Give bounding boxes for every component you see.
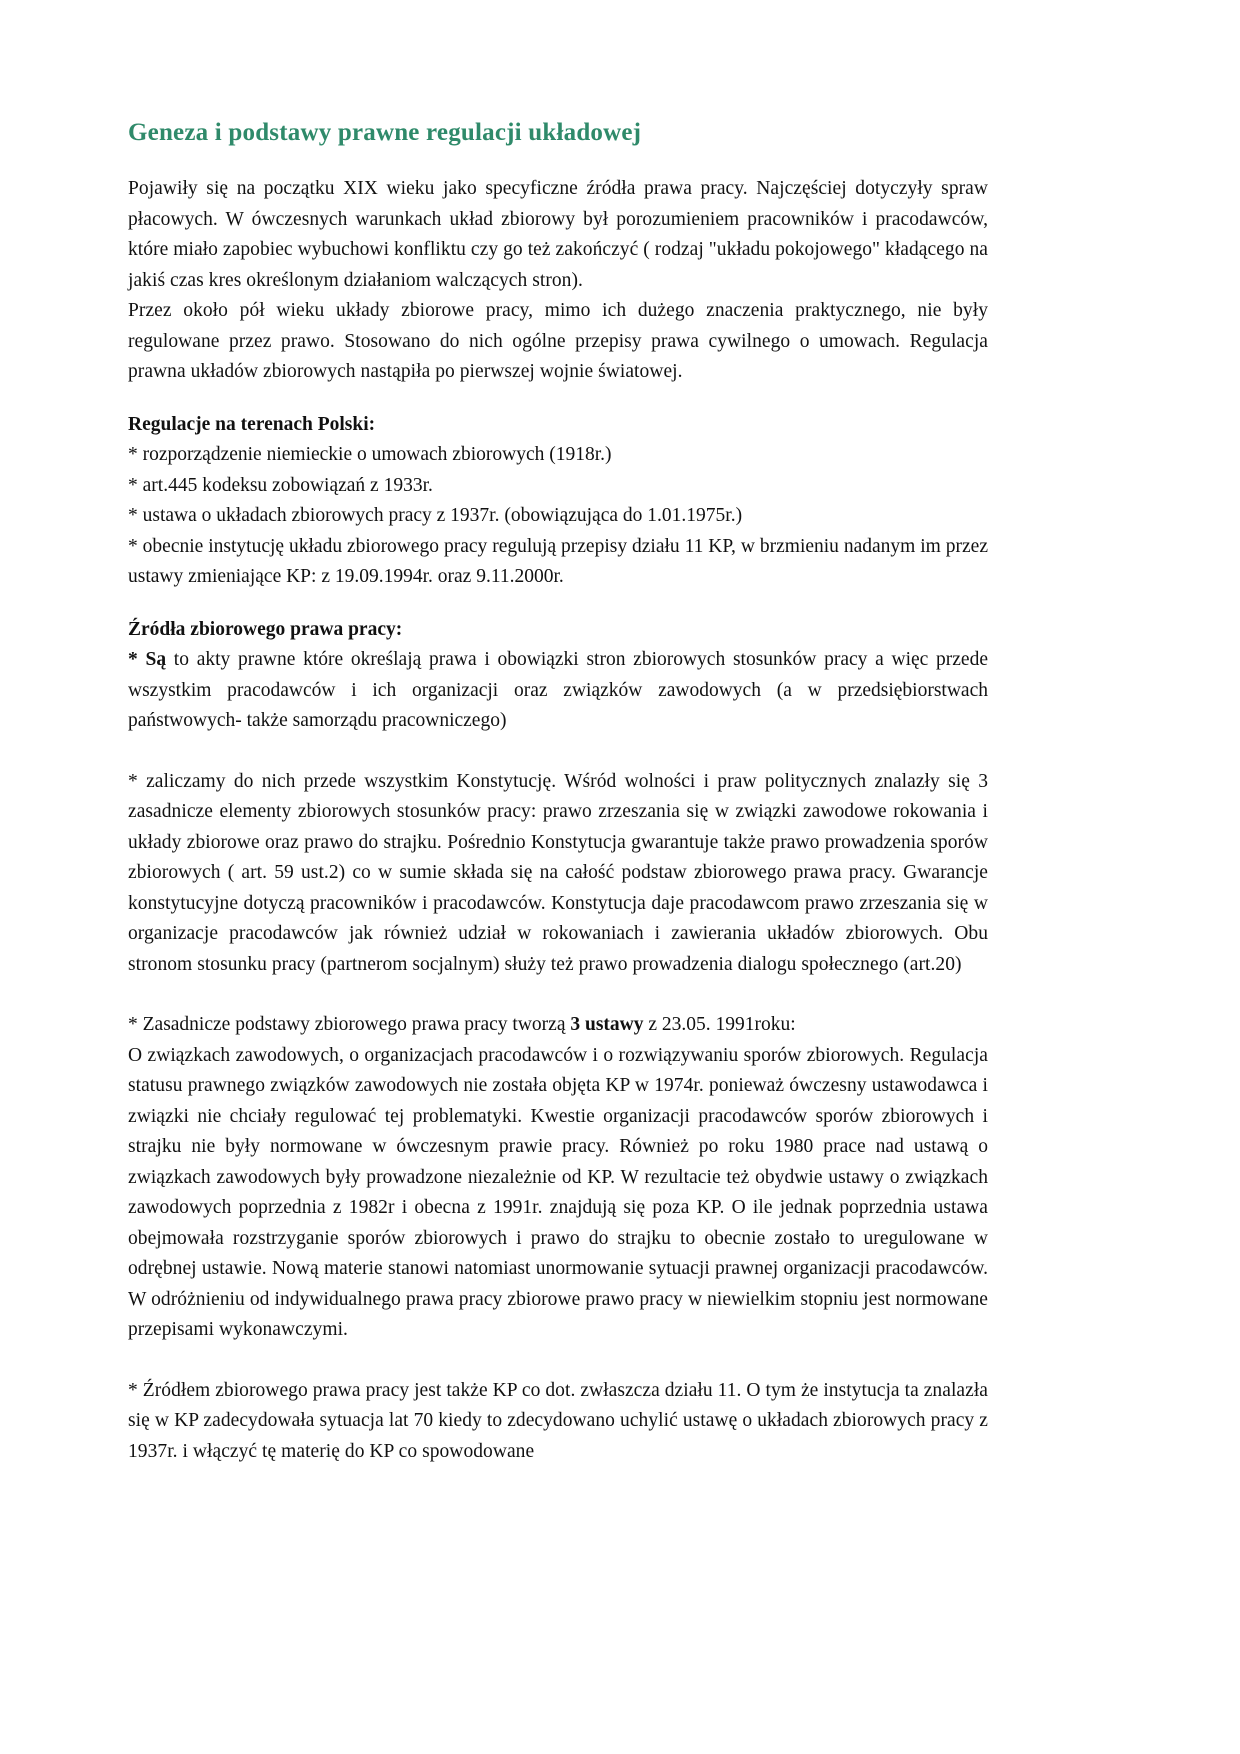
intro-paragraph-1: Pojawiły się na początku XIX wieku jako specyficzne źródła prawa pracy. Najczęściej dotyczyły spraw płacowych. W ówczesnych warunkach układ zbiorowy był porozumieniem pracowników i pracodawców, które miało zapobiec wybuchowi konfliktu czy go też zakończyć ( rodzaj "układu pokojowego" kładącego na jakiś czas kres określonym działaniom walczących stron). <box>128 178 988 291</box>
list-item-heading-ustawy <box>128 1010 988 1041</box>
spacer <box>128 388 988 410</box>
spacer <box>128 1346 988 1376</box>
list-item-bold-lead: * Są <box>128 649 167 670</box>
list-item: * ustawa o układach zbiorowych pracy z 1937r. (obowiązująca do 1.01.1975r.) <box>128 505 743 526</box>
spacer <box>128 980 988 1010</box>
list-item <box>128 645 988 737</box>
spacer <box>128 593 988 615</box>
document-body <box>128 118 988 1467</box>
page-title: Geneza i podstawy prawne regulacji układowej <box>128 119 642 146</box>
list-item: * obecnie instytucję układu zbiorowego pracy regulują przepisy działu 11 KP, w brzmieniu nadanym im przez ustawy zmieniające KP: z 19.09.1994r. oraz 9.11.2000r. <box>128 535 988 587</box>
list-item-lead-text: * Zasadnicze podstawy zbiorowego prawa pracy tworzą <box>128 1014 571 1035</box>
section-heading-zrodla: Źródła zbiorowego prawa pracy: <box>128 618 403 640</box>
intro-paragraph-2: Przez około pół wieku układy zbiorowe pracy, mimo ich dużego znaczenia praktycznego, nie były regulowane przez prawo. Stosowano do nich ogólne przepisy prawa cywilnego o umowach. Regulacja prawna układów zbiorowych nastąpiła po pierwszej wojnie światowej. <box>128 300 988 382</box>
list-item-body-ustawy: O związkach zawodowych, o organizacjach pracodawców i o rozwiązywaniu sporów zbiorowych. Regulacja statusu prawnego związków zawodowych nie została objęta KP w 1974r. ponieważ ówczesny ustawodawca i związki nie chciały regulować tej problematyki. Kwestie organizacji pracodawców sporów zbiorowych i strajku nie były normowane w ówczesnym prawie pracy. Również po roku 1980 prace nad ustawą o związkach zawodowych były prowadzone niezależnie od KP. W rezultacie też obydwie ustawy o związkach zawodowych poprzednia z 1982r i obecna z 1991r. znajdują się poza KP. O ile jednak poprzednia ustawa obejmowała rozstrzyganie sporów zbiorowych i prawo do strajku to obecnie zostało to uregulowane w odrębnej ustawie. Nową materie stanowi natomiast unormowanie sytuacji prawnej organizacji pracodawców. W odróżnieniu od indywidualnego prawa pracy zbiorowe prawo pracy w niewielkim stopniu jest normowane przepisami wykonawczymi. <box>128 1044 988 1340</box>
section-heading-regulacje: Regulacje na terenach Polski: <box>128 413 376 435</box>
list-item-text: to akty prawne które określają prawa i obowiązki stron zbiorowych stosunków pracy a więc przede wszystkim pracodawców i ich organizacji oraz związków zawodowych (a w przedsiębiorstwach państwowych- także samorządu pracowniczego) <box>128 649 988 731</box>
spacer <box>128 737 988 767</box>
list-item: * Źródłem zbiorowego prawa pracy jest także KP co dot. zwłaszcza działu 11. O tym że instytucja ta znalazła się w KP zadecydowała sytuacja lat 70 kiedy to zdecydowano uchylić ustawę o układach zbiorowych pracy z 1937r. i włączyć tę materię do KP co spowodowane <box>128 1379 988 1462</box>
list-item: * zaliczamy do nich przede wszystkim Konstytucję. Wśród wolności i praw politycznych znalazły się 3 zasadnicze elementy zbiorowych stosunków pracy: prawo zrzeszania się w związki zawodowe rokowania i układy zbiorowe oraz prawo do strajku. Pośrednio Konstytucja gwarantuje także prawo prowadzenia sporów zbiorowych ( art. 59 ust.2) co w sumie składa się na całość podstaw zbiorowego prawa pracy. Gwarancje konstytucyjne dotyczą pracowników i pracodawców. Konstytucja daje pracodawcom prawo zrzeszania się w organizacje pracodawców jak również udział w rokowaniach i zawierania układów zbiorowych. Obu stronom stosunku pracy (partnerom socjalnym) służy też prawo prowadzenia dialogu społecznego (art.20) <box>128 770 988 975</box>
list-item: * rozporządzenie niemieckie o umowach zbiorowych (1918r.) <box>128 444 612 465</box>
list-item-tail-text: z 23.05. 1991roku: <box>643 1014 796 1035</box>
emphasis-3-ustawy: 3 ustawy <box>570 1014 644 1035</box>
list-item: * art.445 kodeksu zobowiązań z 1933r. <box>128 474 433 496</box>
